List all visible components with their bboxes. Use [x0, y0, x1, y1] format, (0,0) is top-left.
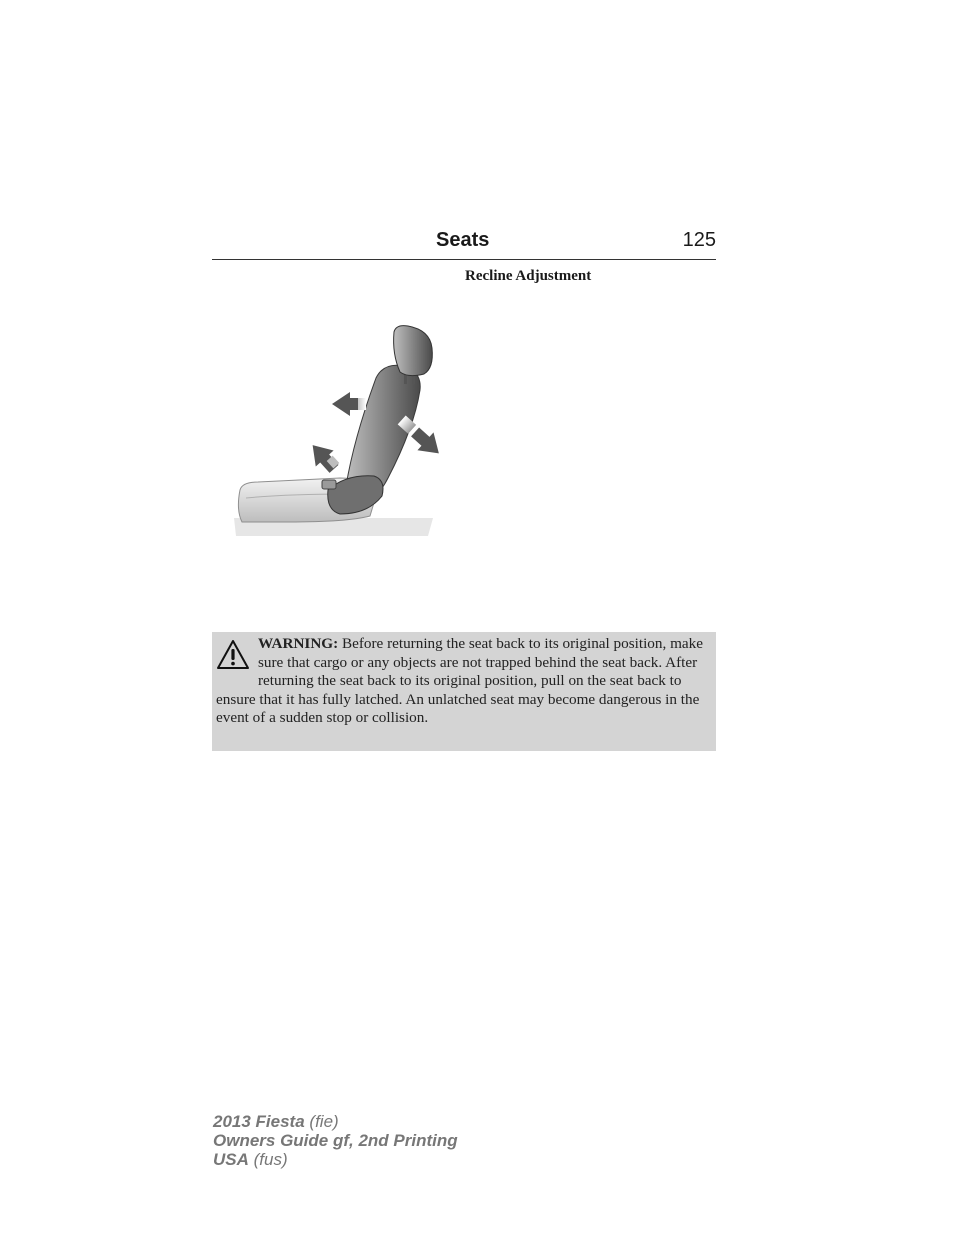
page-number: 125 — [682, 229, 716, 251]
warning-text: Before returning the seat back to its original position, make sure that cargo or any objects are not trapped behind the seat back. After returning the seat back to its original position, pull on the seat back to ensure that it has fully latched. An unlatched seat may become dangerous in the event of a sudden stop or collision. — [216, 635, 703, 727]
page-section-title: Seats — [436, 229, 490, 251]
header-divider — [212, 259, 716, 260]
warning-triangle-icon — [216, 637, 250, 673]
footer-market: USA — [213, 1150, 249, 1169]
footer-model: 2013 Fiesta — [213, 1112, 305, 1131]
warning-label: WARNING: — [258, 635, 339, 652]
footer-model-code: (fie) — [309, 1112, 339, 1131]
footer-guide-edition: Owners Guide gf, 2nd Printing — [213, 1131, 458, 1150]
footer-line-1 — [213, 1112, 458, 1131]
seat-recline-illustration — [228, 318, 450, 550]
section-heading: Recline Adjustment — [465, 268, 592, 284]
footer — [213, 1112, 458, 1169]
footer-line-3 — [213, 1150, 458, 1169]
warning-box — [212, 632, 716, 751]
footer-market-code: (fus) — [253, 1150, 288, 1169]
